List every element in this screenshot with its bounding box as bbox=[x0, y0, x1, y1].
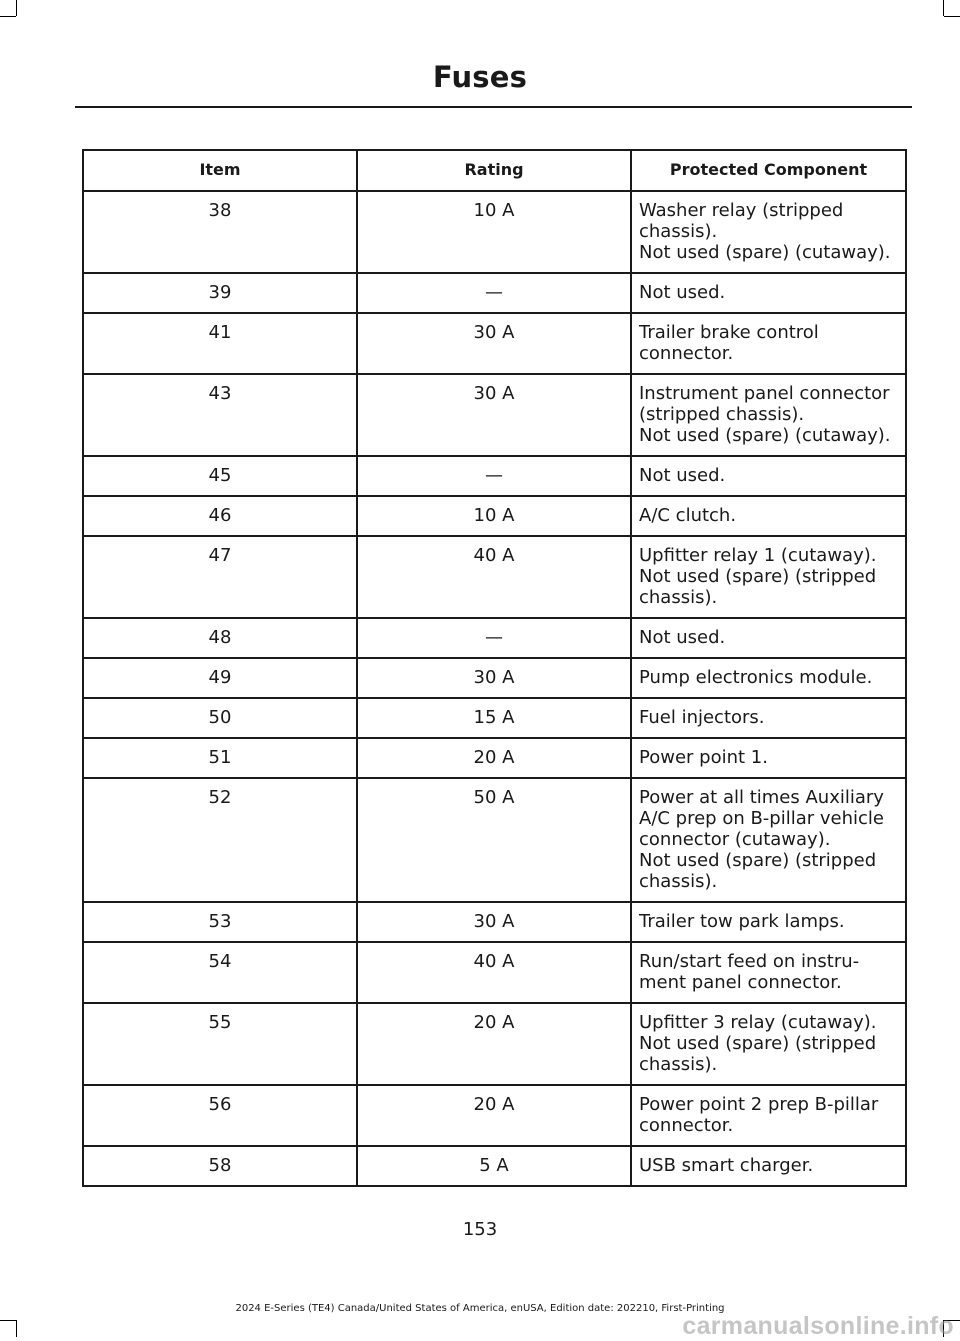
cell-rating: — bbox=[357, 618, 631, 658]
cell-protected-component bbox=[631, 1146, 906, 1186]
cell-item: 56 bbox=[83, 1085, 357, 1146]
component-text-line: chassis). bbox=[639, 221, 718, 242]
component-text-line: connector (cutaway). bbox=[639, 829, 831, 850]
page-number: 153 bbox=[462, 1219, 498, 1240]
component-text-line: Trailer brake control bbox=[639, 322, 819, 343]
cell-item: 47 bbox=[83, 536, 357, 618]
cell-rating: 40 A bbox=[357, 536, 631, 618]
cell-item: 53 bbox=[83, 902, 357, 942]
table-row bbox=[83, 1085, 906, 1146]
cell-protected-component bbox=[631, 496, 906, 536]
cell-rating: 5 A bbox=[357, 1146, 631, 1186]
title-divider bbox=[75, 106, 912, 108]
table-row bbox=[83, 942, 906, 1003]
cell-rating: 30 A bbox=[357, 374, 631, 456]
column-header-item: Item bbox=[83, 150, 357, 191]
cell-item: 49 bbox=[83, 658, 357, 698]
component-text-line: Not used (spare) (cutaway). bbox=[639, 425, 891, 446]
component-text-line: Not used. bbox=[639, 465, 726, 486]
component-text-line: Instrument panel connector bbox=[639, 383, 890, 404]
watermark: carmanualsonline.info bbox=[682, 1312, 954, 1340]
page-title: Fuses bbox=[432, 60, 528, 94]
component-text-line: Not used (spare) (stripped bbox=[639, 850, 877, 871]
table-row bbox=[83, 456, 906, 496]
cell-item: 50 bbox=[83, 698, 357, 738]
table-header bbox=[83, 150, 906, 191]
table-row bbox=[83, 191, 906, 273]
cell-item: 51 bbox=[83, 738, 357, 778]
component-text-line: A/C prep on B-pillar vehicle bbox=[639, 808, 884, 829]
cell-rating: 10 A bbox=[357, 191, 631, 273]
cell-item: 55 bbox=[83, 1003, 357, 1085]
component-text-line: (stripped chassis). bbox=[639, 404, 805, 425]
cell-protected-component bbox=[631, 456, 906, 496]
footer-edition-info: 2024 E-Series (TE4) Canada/United States of America, enUSA, Edition date: 202210, First-Printing bbox=[235, 1303, 725, 1314]
crop-mark bbox=[16, 1320, 17, 1337]
cell-protected-component bbox=[631, 374, 906, 456]
table-row bbox=[83, 1003, 906, 1085]
crop-mark bbox=[943, 0, 944, 16]
component-text-line: Fuel injectors. bbox=[639, 707, 765, 728]
table-row bbox=[83, 658, 906, 698]
table-row bbox=[83, 374, 906, 456]
component-text-line: Run/start feed on instru- bbox=[639, 951, 860, 972]
cell-rating: 20 A bbox=[357, 1085, 631, 1146]
cell-protected-component bbox=[631, 618, 906, 658]
cell-rating: 50 A bbox=[357, 778, 631, 902]
component-text-line: Upfitter relay 1 (cutaway). bbox=[639, 545, 877, 566]
cell-item: 41 bbox=[83, 313, 357, 374]
cell-rating: 10 A bbox=[357, 496, 631, 536]
component-text-line: Power point 2 prep B-pillar bbox=[639, 1094, 879, 1115]
table-row bbox=[83, 618, 906, 658]
cell-item: 39 bbox=[83, 273, 357, 313]
cell-rating: 30 A bbox=[357, 902, 631, 942]
table-row bbox=[83, 273, 906, 313]
column-header-rating: Rating bbox=[357, 150, 631, 191]
cell-item: 45 bbox=[83, 456, 357, 496]
cell-item: 48 bbox=[83, 618, 357, 658]
cell-item: 38 bbox=[83, 191, 357, 273]
table-body bbox=[83, 191, 906, 1186]
table-row bbox=[83, 536, 906, 618]
cell-protected-component bbox=[631, 1003, 906, 1085]
cell-protected-component bbox=[631, 536, 906, 618]
cell-protected-component bbox=[631, 313, 906, 374]
component-text-line: A/C clutch. bbox=[639, 505, 737, 526]
cell-rating: 30 A bbox=[357, 658, 631, 698]
component-text-line: chassis). bbox=[639, 871, 718, 892]
table-row bbox=[83, 698, 906, 738]
cell-protected-component bbox=[631, 1085, 906, 1146]
table-row bbox=[83, 738, 906, 778]
component-text-line: Washer relay (stripped bbox=[639, 200, 844, 221]
component-text-line: Not used (spare) (cutaway). bbox=[639, 242, 891, 263]
component-text-line: Not used (spare) (stripped bbox=[639, 566, 877, 587]
cell-protected-component bbox=[631, 273, 906, 313]
component-text-line: Power point 1. bbox=[639, 747, 768, 768]
cell-protected-component bbox=[631, 778, 906, 902]
cell-item: 58 bbox=[83, 1146, 357, 1186]
component-text-line: Trailer tow park lamps. bbox=[639, 911, 845, 932]
crop-mark bbox=[0, 1320, 16, 1321]
component-text-line: Not used. bbox=[639, 627, 726, 648]
component-text-line: connector. bbox=[639, 1115, 734, 1136]
cell-rating: 20 A bbox=[357, 738, 631, 778]
fuse-table bbox=[82, 149, 907, 1187]
header-row bbox=[83, 150, 906, 191]
cell-item: 54 bbox=[83, 942, 357, 1003]
cell-protected-component bbox=[631, 738, 906, 778]
cell-rating: 20 A bbox=[357, 1003, 631, 1085]
cell-rating: 40 A bbox=[357, 942, 631, 1003]
table-row bbox=[83, 1146, 906, 1186]
cell-item: 52 bbox=[83, 778, 357, 902]
component-text-line: Not used. bbox=[639, 282, 726, 303]
component-text-line: Power at all times Auxiliary bbox=[639, 787, 884, 808]
table-row bbox=[83, 313, 906, 374]
crop-mark bbox=[0, 16, 16, 17]
component-text-line: connector. bbox=[639, 343, 734, 364]
cell-rating: — bbox=[357, 273, 631, 313]
table-row bbox=[83, 778, 906, 902]
component-text-line: Not used (spare) (stripped bbox=[639, 1033, 877, 1054]
cell-protected-component bbox=[631, 658, 906, 698]
table-row bbox=[83, 496, 906, 536]
component-text-line: chassis). bbox=[639, 587, 718, 608]
cell-item: 43 bbox=[83, 374, 357, 456]
cell-rating: — bbox=[357, 456, 631, 496]
cell-rating: 30 A bbox=[357, 313, 631, 374]
cell-protected-component bbox=[631, 942, 906, 1003]
component-text-line: chassis). bbox=[639, 1054, 718, 1075]
component-text-line: Pump electronics module. bbox=[639, 667, 873, 688]
table-row bbox=[83, 902, 906, 942]
cell-protected-component bbox=[631, 902, 906, 942]
cell-item: 46 bbox=[83, 496, 357, 536]
cell-protected-component bbox=[631, 191, 906, 273]
crop-mark bbox=[944, 16, 960, 17]
column-header-protected-component: Protected Component bbox=[631, 150, 906, 191]
component-text-line: Upfitter 3 relay (cutaway). bbox=[639, 1012, 877, 1033]
cell-protected-component bbox=[631, 698, 906, 738]
component-text-line: USB smart charger. bbox=[639, 1155, 814, 1176]
component-text-line: ment panel connector. bbox=[639, 972, 842, 993]
crop-mark bbox=[16, 0, 17, 16]
cell-rating: 15 A bbox=[357, 698, 631, 738]
